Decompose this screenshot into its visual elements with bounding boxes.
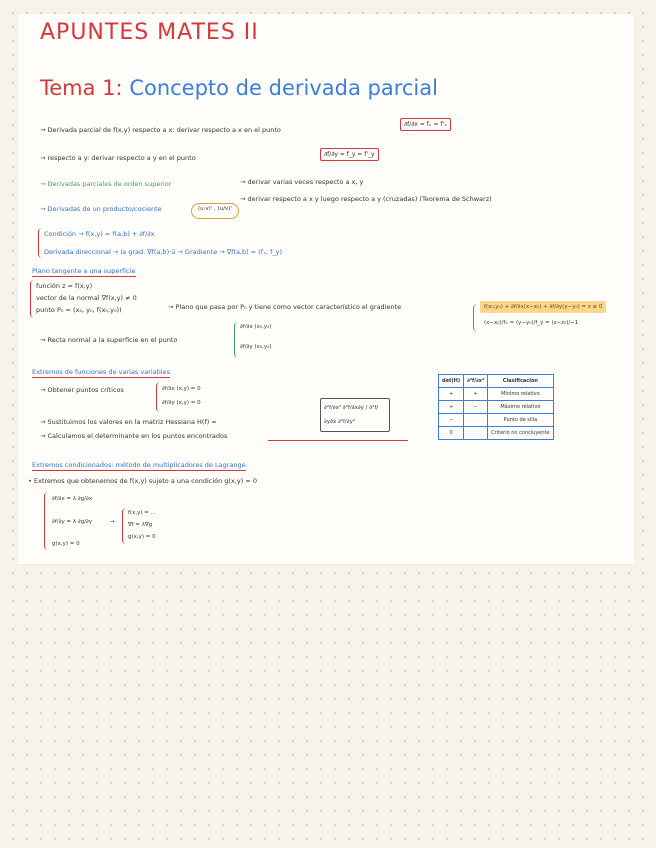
system-eq-2: ∂f/∂y = λ ∂g/∂y [52, 519, 93, 525]
formula-box-dfdy: ∂f/∂y = f_y = f'_y [320, 148, 379, 161]
solution-eq-3: g(x,y) = 0 [128, 534, 156, 540]
note-line-10a: ∂f/∂x (x,y) = 0 [162, 386, 201, 392]
table-header-row [439, 375, 554, 388]
note-line-7b: vector de la normal ∇f(x,y) ≠ 0 [36, 294, 137, 302]
note-line-2: → respecto a y: derivar respecto a y en el punto [40, 154, 196, 162]
solution-eq-1: f(x,y) = ... [128, 510, 156, 516]
section-heading-extremos: Extremos de funciones de varias variables [32, 368, 170, 376]
table-cell: − [439, 414, 464, 427]
note-line-4-formula: (u·v)' , (u/v)' [198, 206, 232, 212]
table-cell: 0 [439, 427, 464, 440]
hessian-matrix: ∂²f/∂x² ∂²f/∂x∂y / ∂²f/∂y∂x ∂²f/∂y² [320, 398, 390, 432]
brace-5 [156, 382, 161, 412]
table-cell: Criterio no concluyente [488, 427, 553, 440]
table-cell: Mínimo relativo [488, 388, 553, 401]
page-title: APUNTES MATES II [40, 20, 259, 45]
brace-4 [234, 322, 239, 358]
system-eq-3: g(x,y) = 0 [52, 541, 80, 547]
table-cell [464, 427, 488, 440]
note-line-9a: ∂f/∂x (x₀,y₀) [240, 324, 272, 330]
section-heading-plano-tangente: Plano tangente a una superficie [32, 267, 136, 275]
table-header-cell: Clasificación [488, 375, 553, 388]
solution-eq-2: ∇f = λ∇g [128, 522, 153, 528]
table-cell [464, 414, 488, 427]
note-line-9: → Recta normal a la superficie en el punto [40, 336, 178, 344]
note-line-10: → Obtener puntos críticos [40, 386, 124, 394]
note-line-3: → Derivadas parciales de orden superior [40, 180, 172, 188]
table-cell: − [464, 401, 488, 414]
classification-table [438, 374, 554, 440]
note-line-4: → Derivadas de un producto/cociente [40, 205, 162, 213]
note-line-5: Condición → f(x,y) = f(a,b) + ∂f/∂x [44, 230, 155, 238]
note-line-11: → Sustituimos los valores en la matriz Hessiana H(f) = [40, 418, 217, 426]
note-line-6: Derivada direccional → la grad. ∇f(a,b)·ū → Gradiente → ∇f(a,b) = (fₓ, f_y) [44, 248, 283, 256]
formula-box-dfdx: ∂f/∂x = fₓ = f'ₓ [400, 118, 451, 131]
table-row [439, 414, 554, 427]
system-eq-1: ∂f/∂x = λ ∂g/∂x [52, 496, 93, 502]
brace-1 [38, 228, 43, 258]
normal-line-formula: (x−x₀)/fₓ = (y−y₀)/f_y = (z−z₀)/−1 [484, 320, 579, 326]
table-cell: Punto de silla [488, 414, 553, 427]
note-line-12: → Calculamos el determinante en los puntos encontrados [40, 432, 228, 440]
note-line-13: • Extremos que obtenemos de f(x,y) sujeto a una condición g(x,y) = 0 [28, 477, 257, 485]
table-cell: + [439, 388, 464, 401]
brace-6 [44, 492, 49, 550]
section-heading-lagrange: Extremos condicionados: método de multiplicadores de Lagrange [32, 461, 246, 469]
note-line-9b: ∂f/∂y (x₀,y₀) [240, 344, 272, 350]
table-row [439, 427, 554, 440]
note-line-3a: → derivar varias veces respecto a x, y [240, 178, 364, 186]
brace-3 [473, 304, 478, 332]
note-line-7a: función z = f(x,y) [36, 282, 93, 290]
highlight-plane-formula: f(x₀,y₀) + ∂f/∂x(x−x₀) + ∂f/∂y(y−y₀) = z ≥ 0 [480, 301, 606, 313]
brace-7 [122, 508, 127, 544]
note-line-10b: ∂f/∂y (x,y) = 0 [162, 400, 201, 406]
note-line-7c: punto P₀ = (x₀, y₀, f(x₀,y₀)) [36, 306, 122, 314]
note-line-3b: → derivar respecto a x y luego respecto a y (cruzadas) (Teorema de Schwarz) [240, 195, 492, 203]
topic-title [40, 76, 438, 100]
table-row [439, 401, 554, 414]
table-cell: + [464, 388, 488, 401]
note-line-8: → Plano que pasa por P₀ y tiene como vector característico el gradiente [168, 303, 402, 311]
topic-number: Tema 1: [40, 76, 123, 100]
arrow-to-table [268, 440, 408, 441]
table-header-cell: det(H) [439, 375, 464, 388]
table-row [439, 388, 554, 401]
table-cell: Máximo relativo [488, 401, 553, 414]
notes-page [18, 14, 634, 564]
table-cell: + [439, 401, 464, 414]
table-header-cell: ∂²f/∂x² [464, 375, 488, 388]
topic-name: Concepto de derivada parcial [129, 76, 438, 100]
brace-2 [30, 280, 35, 318]
note-line-1: → Derivada parcial de f(x,y) respecto a x: derivar respecto a x en el punto [40, 126, 281, 134]
arrow-icon: → [110, 519, 115, 525]
